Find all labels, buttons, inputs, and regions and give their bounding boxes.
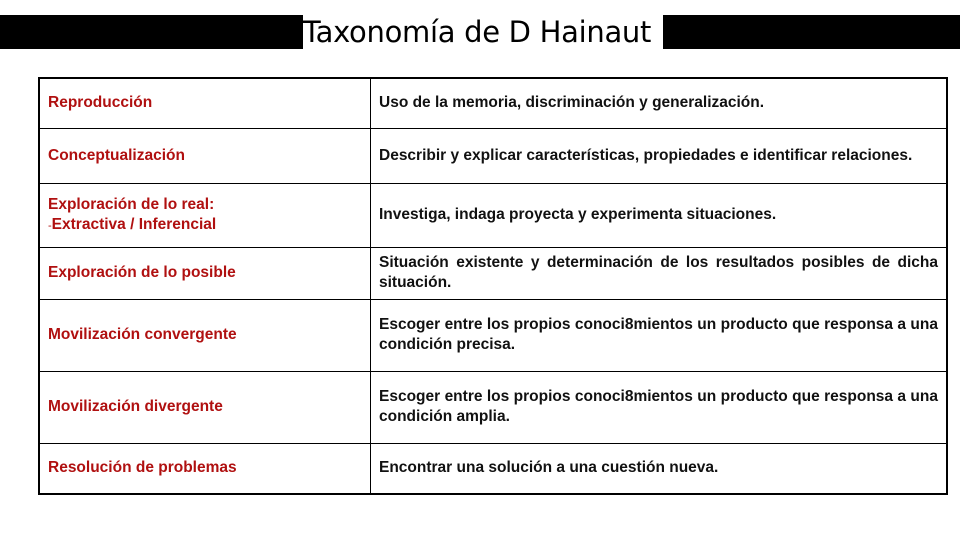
table-row bbox=[39, 443, 947, 494]
page-title: Taxonomía de D Hainaut bbox=[303, 15, 663, 49]
level-cell: Exploración de lo posible bbox=[39, 247, 371, 299]
description-cell: Describir y explicar características, propiedades e identificar relaciones. bbox=[371, 128, 948, 183]
level-sublabel-text: Extractiva / Inferencial bbox=[51, 215, 217, 233]
description-cell: Investiga, indaga proyecta y experimenta situaciones. bbox=[371, 183, 948, 247]
taxonomy-table bbox=[38, 77, 948, 495]
table-row bbox=[39, 371, 947, 443]
table-row bbox=[39, 299, 947, 371]
table-row bbox=[39, 183, 947, 247]
level-cell: Conceptualización bbox=[39, 128, 371, 183]
level-cell: Resolución de problemas bbox=[39, 443, 371, 494]
level-cell bbox=[39, 183, 371, 247]
table-row bbox=[39, 128, 947, 183]
description-cell: Encontrar una solución a una cuestión nueva. bbox=[371, 443, 948, 494]
level-label: Exploración de lo real: bbox=[48, 195, 215, 213]
description-cell: Situación existente y determinación de los resultados posibles de dicha situación. bbox=[371, 247, 948, 299]
table-row bbox=[39, 78, 947, 128]
table-row bbox=[39, 247, 947, 299]
level-sublabel bbox=[48, 215, 362, 236]
level-cell: Movilización divergente bbox=[39, 371, 371, 443]
description-cell: Escoger entre los propios conoci8mientos un producto que responsa a una condición precisa. bbox=[371, 299, 948, 371]
level-cell: Movilización convergente bbox=[39, 299, 371, 371]
level-cell: Reproducción bbox=[39, 78, 371, 128]
description-cell: Escoger entre los propios conoci8mientos un producto que responsa a una condición amplia. bbox=[371, 371, 948, 443]
description-cell: Uso de la memoria, discriminación y generalización. bbox=[371, 78, 948, 128]
level-sublabel-dash: - bbox=[48, 219, 52, 232]
